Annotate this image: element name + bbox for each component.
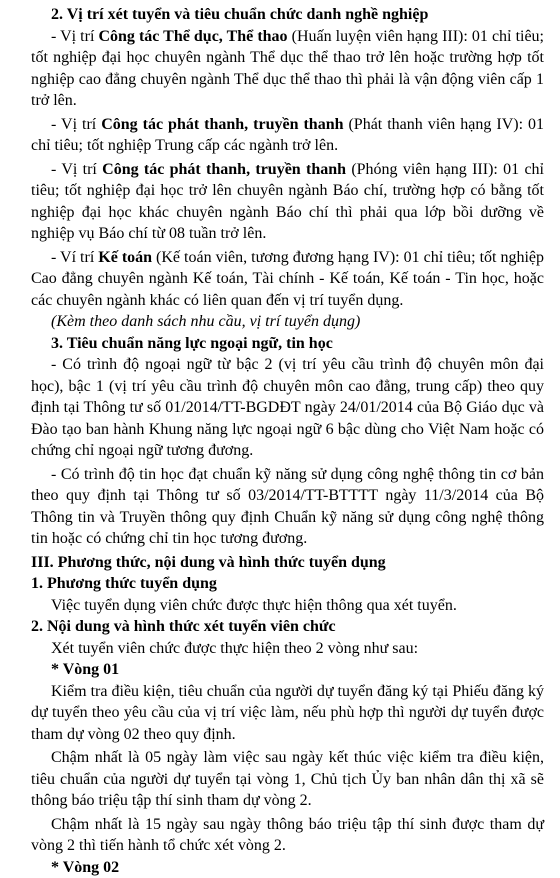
- round-2-schedule-paragraph: Chậm nhất là 15 ngày sau ngày thông báo triệu tập thí sinh được tham dự vòng 2 thì tiến hành tổ chức xét vòng 2.: [31, 814, 544, 857]
- round-1-check-paragraph: Kiểm tra điều kiện, tiêu chuẩn của người dự tuyển đăng ký tại Phiếu đăng ký dự tuyển theo yêu cầu của vị trí việc làm, nếu phù hợp thì người dự tuyển được tham dự vòng 02 theo quy định.: [31, 681, 544, 746]
- position-sports-prefix: - Vị trí: [51, 28, 98, 45]
- foreign-language-paragraph: - Có trình độ ngoại ngữ từ bậc 2 (vị trí yêu cầu trình độ chuyên môn đại học), bậc 1 (vị trí yêu cầu trình độ chuyên môn cao đẳng, trung cấp) theo quy định tại Thông tư số 01/2014/TT-BGDĐT ngày 24/01/2014 của Bộ Giáo dục và Đào tạo ban hành Khung năng lực ngoại ngữ 6 bậc dùng cho Việt Nam hoặc có chứng chỉ ngoại ngữ tương đương.: [31, 354, 544, 462]
- position-reporter-paragraph: [31, 159, 544, 245]
- section-III-2-heading: 2. Nội dung và hình thức xét tuyển viên chức: [31, 616, 544, 638]
- round-1-heading: * Vòng 01: [31, 659, 544, 681]
- position-broadcaster-text: (Phát thanh viên hạng IV): 01 chỉ tiêu; tốt nghiệp Trung cấp các ngành trở lên.: [31, 116, 544, 155]
- recruitment-method-paragraph: Việc tuyển dụng viên chức được thực hiện thông qua xét tuyển.: [31, 595, 544, 617]
- position-accountant-paragraph: [31, 247, 544, 312]
- position-accountant-title: Kế toán: [98, 249, 152, 266]
- round-1-deadline-paragraph: Chậm nhất là 05 ngày làm việc sau ngày kết thúc việc kiểm tra điều kiện, tiêu chuẩn của người dự tuyển tại vòng 1, Chủ tịch Ủy ban nhân dân thị xã sẽ thông báo triệu tập thí sinh tham dự vòng 2.: [31, 747, 544, 812]
- position-broadcaster-paragraph: [31, 114, 544, 157]
- position-reporter-prefix: - Vị trí: [51, 161, 102, 178]
- round-2-heading: * Vòng 02: [31, 857, 544, 878]
- position-broadcaster-title: Công tác phát thanh, truyền thanh: [101, 116, 343, 133]
- section-III-1-heading: 1. Phương thức tuyển dụng: [31, 573, 544, 595]
- position-sports-title: Công tác Thể dục, Thể thao: [98, 28, 287, 45]
- section-2-heading: 2. Vị trí xét tuyển và tiêu chuẩn chức danh nghề nghiệp: [31, 4, 544, 26]
- position-broadcaster-prefix: - Vị trí: [51, 116, 101, 133]
- position-reporter-text: (Phóng viên hạng III): 01 chỉ tiêu; tốt nghiệp đại học trở lên chuyên ngành Báo chí, trường hợp có bằng tốt nghiệp đại học khác chuyên ngành Báo chí thì phải qua lớp bồi dưỡng về nghiệp vụ Báo chí từ 08 tuần trở lên.: [31, 161, 544, 243]
- position-reporter-title: Công tác phát thanh, truyền thanh: [102, 161, 346, 178]
- section-3-heading: 3. Tiêu chuẩn năng lực ngoại ngữ, tin học: [31, 333, 544, 355]
- position-accountant-prefix: - Ví trí: [51, 249, 98, 266]
- attachment-note: (Kèm theo danh sách nhu cầu, vị trí tuyển dụng): [31, 311, 544, 333]
- position-sports-paragraph: [31, 26, 544, 112]
- rounds-intro-paragraph: Xét tuyển viên chức được thực hiện theo 2 vòng như sau:: [31, 638, 544, 660]
- position-sports-text: (Huấn luyện viên hạng III): 01 chỉ tiêu; tốt nghiệp đại học chuyên ngành Thể dục thể thao trở lên hoặc trường hợp tốt nghiệp cao đẳng chuyên ngành Thể dục thể thao thì phải là vận động viên cấp 1 trở lên.: [31, 28, 544, 110]
- position-accountant-text: (Kế toán viên, tương đương hạng IV): 01 chỉ tiêu; tốt nghiệp Cao đẳng chuyên ngành Kế toán, Tài chính - Kế toán, Kế toán - Tin học, hoặc các chuyên ngành khác có liên quan đến vị trí tuyển dụng.: [31, 249, 544, 309]
- it-skills-paragraph: - Có trình độ tin học đạt chuẩn kỹ năng sử dụng công nghệ thông tin cơ bản theo quy định tại Thông tư số 03/2014/TT-BTTTT ngày 11/3/2014 của Bộ Thông tin và Truyền thông quy định Chuẩn kỹ năng sử dụng công nghệ thông tin hoặc có chứng chỉ tin học tương đương.: [31, 464, 544, 550]
- section-III-heading: III. Phương thức, nội dung và hình thức tuyển dụng: [31, 552, 544, 574]
